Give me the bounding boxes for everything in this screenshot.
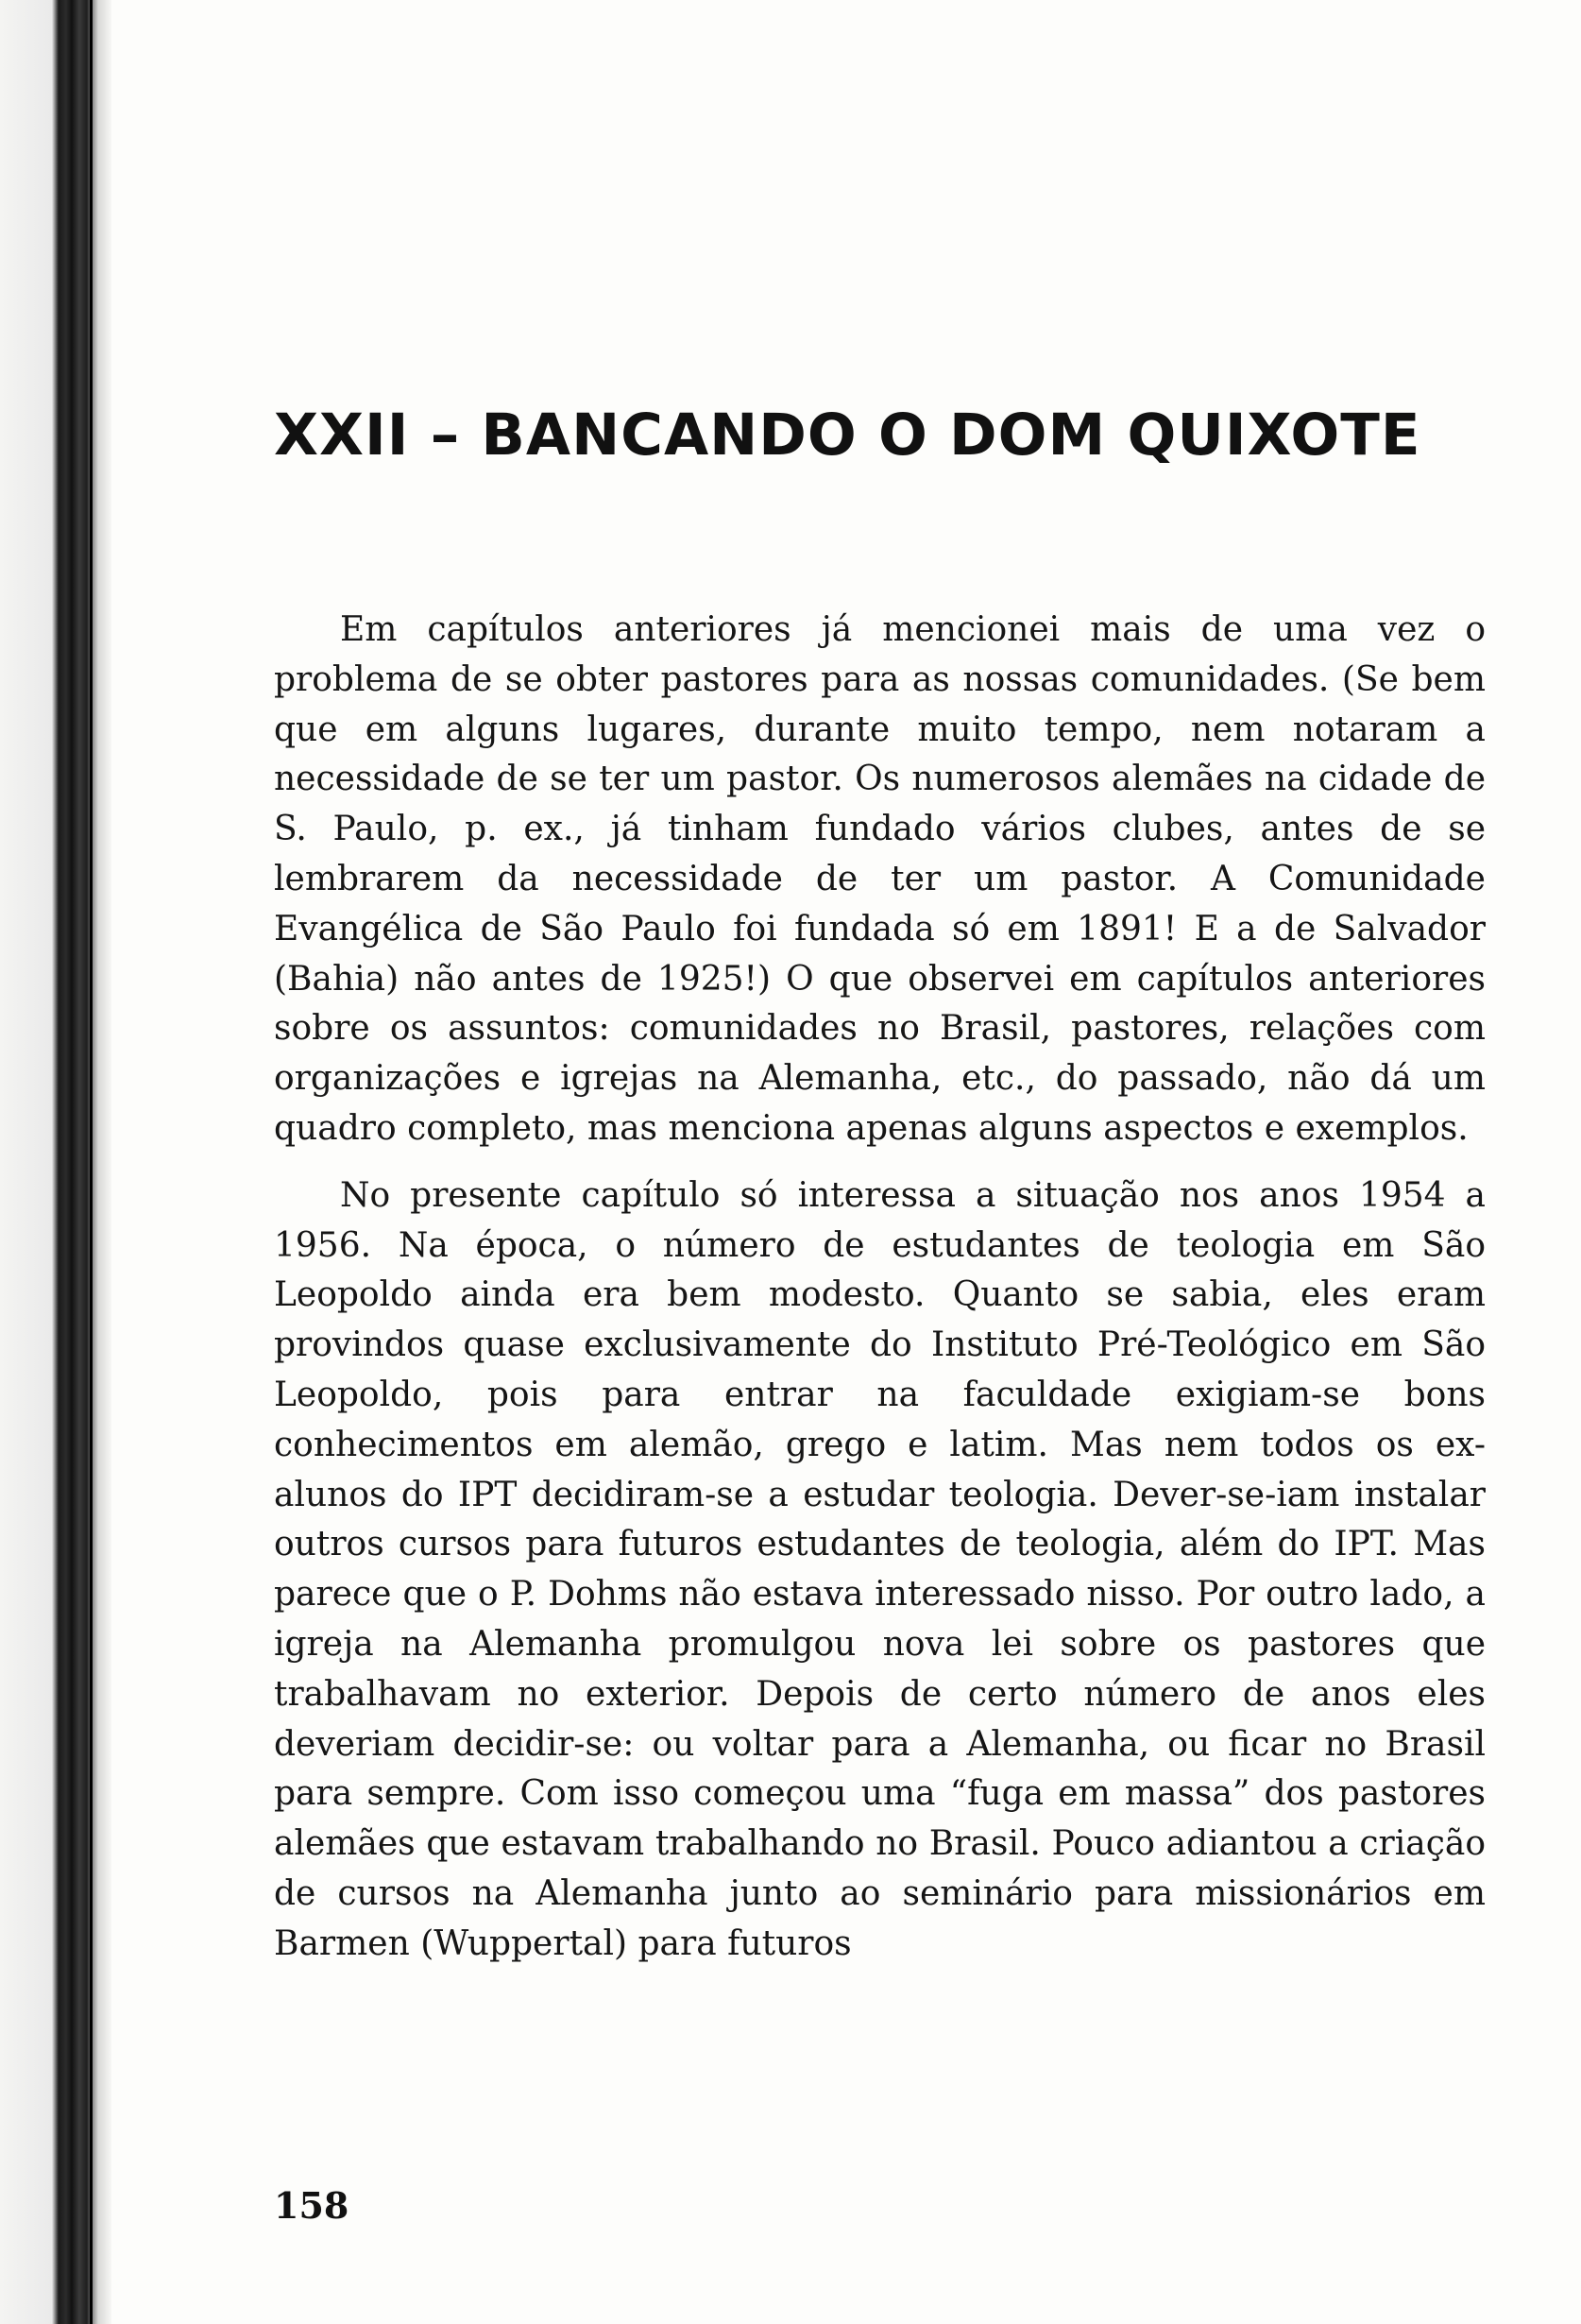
binding-line	[90, 0, 93, 2324]
page-content	[274, 402, 1486, 1970]
body-paragraph: No presente capítulo só interessa a situação nos anos 1954 a 1956. Na época, o número de estudantes de teologia em São Leopoldo ainda era bem modesto. Quanto se sabia, eles eram provindos quase exclusivamente do Instituto Pré-Teológico em São Leopoldo, pois para entrar na faculdade exigiam-se bons conhecimentos em alemão, grego e latim. Mas nem todos os ex-alunos do IPT decidiram-se a estudar teologia. Dever-se-iam instalar outros cursos para futuros estudantes de teologia, além do IPT. Mas parece que o P. Dohms não estava interessado nisso. Por outro lado, a igreja na Alemanha promulgou nova lei sobre os pastores que trabalhavam no exterior. Depois de certo número de anos eles deveriam decidir-se: ou voltar para a Alemanha, ou ficar no Brasil para sempre. Com isso começou uma “fuga em massa” dos pastores alemães que estavam trabalhando no Brasil. Pouco adiantou a criação de cursos na Alemanha junto ao seminário para missionários em Barmen (Wuppertal) para futuros	[274, 1175, 1486, 1963]
book-spine-edge	[0, 0, 111, 2324]
body-paragraph: Em capítulos anteriores já mencionei mais de uma vez o problema de se obter pastores para as nossas comunidades. (Se bem que em alguns lugares, durante muito tempo, nem notaram a necessidade de se ter um pastor. Os numerosos alemães na cidade de S. Paulo, p. ex., já tinham fundado vários clubes, antes de se lembrarem da necessidade de ter um pastor. A Comunidade Evangélica de São Paulo foi fundada só em 1891! E a de Salvador (Bahia) não antes de 1925!) O que observei em capítulos anteriores sobre os assuntos: comunidades no Brasil, pastores, relações com organizações e igrejas na Alemanha, etc., do passado, não dá um quadro completo, mas menciona apenas alguns aspectos e exemplos.	[274, 610, 1486, 1148]
page-number: 158	[274, 2184, 349, 2227]
chapter-title: XXII – BANCANDO O DOM QUIXOTE	[274, 402, 1421, 469]
